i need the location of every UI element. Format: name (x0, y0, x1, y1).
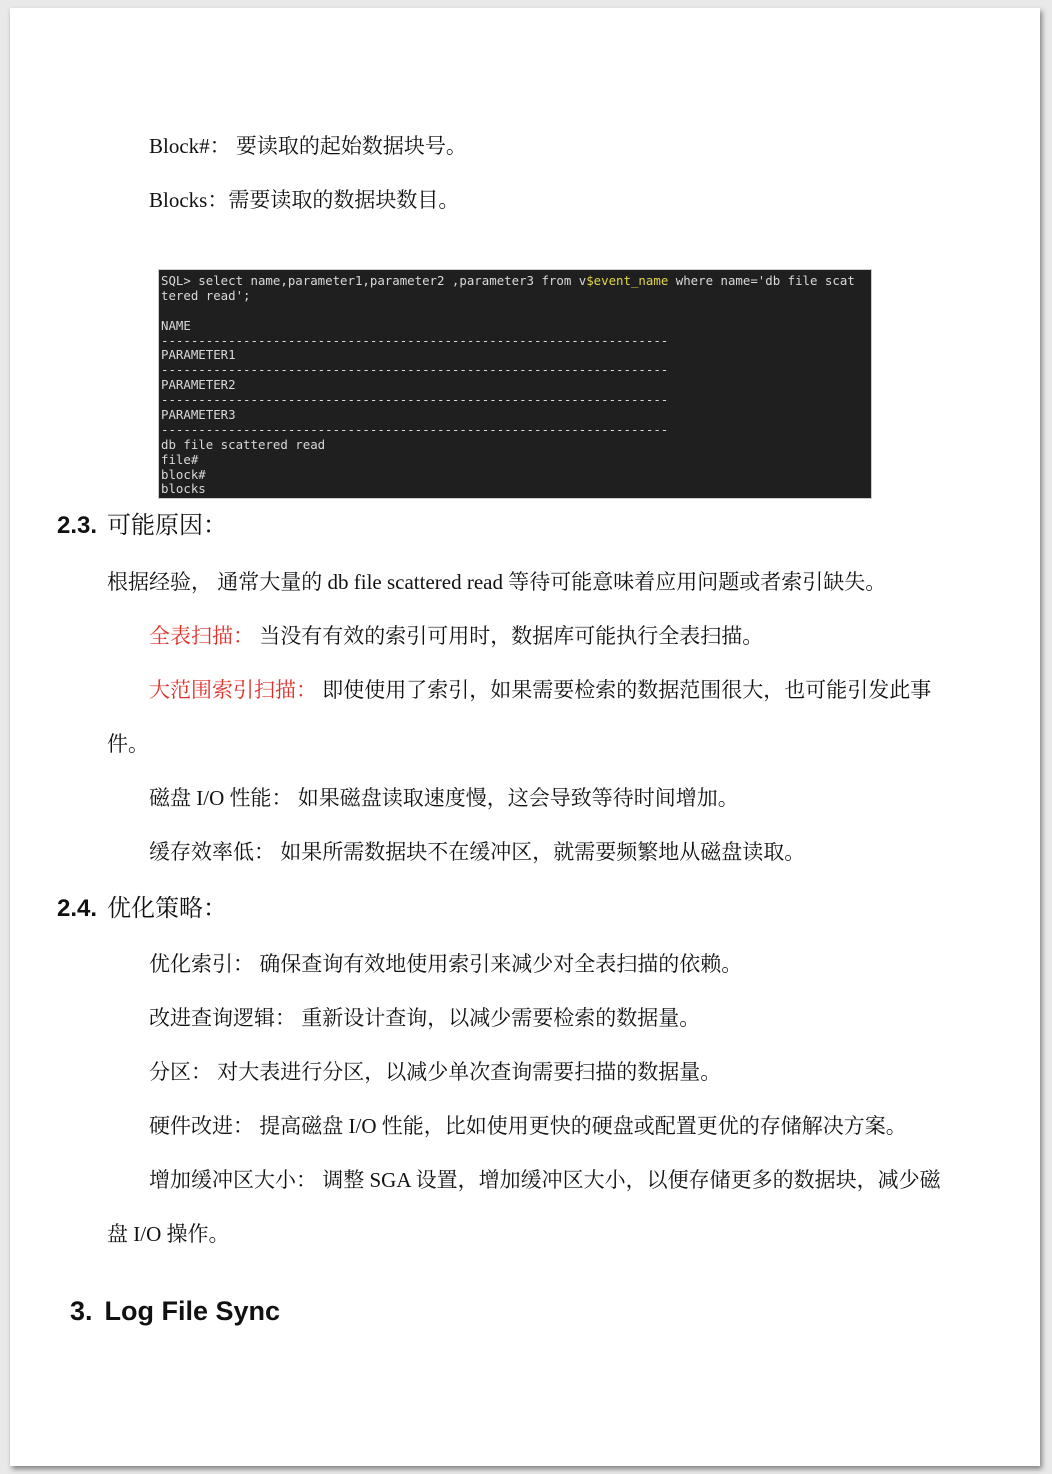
terminal-line: block# (161, 466, 206, 482)
cause-item (149, 622, 763, 650)
terminal-line: blocks (161, 481, 206, 497)
block-param-label: Block#： (149, 134, 231, 158)
strategy-label: 改进查询逻辑： (149, 1006, 296, 1030)
terminal-divider: -------------------------------------------------------------------- (161, 421, 669, 437)
terminal-line: file# (161, 451, 199, 467)
blocks-param-label: Blocks： (149, 188, 229, 212)
terminal-line: PARAMETER1 (161, 347, 236, 363)
strategy-text: 重新设计查询，以减少需要检索的数据量。 (296, 1006, 701, 1030)
section-title: 可能原因： (107, 512, 228, 539)
terminal-divider: -------------------------------------------------------------------- (161, 332, 669, 348)
strategy-label: 分区： (149, 1060, 212, 1084)
strategy-item (149, 1058, 721, 1086)
cause-text-continued: 件。 (107, 732, 149, 756)
cause-item (149, 784, 739, 812)
strategy-text: 调整 SGA 设置，增加缓冲区大小，以便存储更多的数据块，减少磁 (317, 1168, 941, 1192)
chapter-title: Log File Sync (104, 1296, 281, 1326)
strategy-item (149, 1004, 700, 1032)
terminal-divider: -------------------------------------------------------------------- (161, 362, 669, 378)
strategy-text: 提高磁盘 I/O 性能，比如使用更快的硬盘或配置更优的存储解决方案。 (254, 1114, 907, 1138)
cause-label: 大范围索引扫描： (149, 678, 317, 702)
section-number: 2.3. (57, 512, 98, 539)
terminal-line: SQL> select name,parameter1,parameter2 ,parameter3 from v$event_name where name='db file scat (161, 273, 855, 288)
terminal-line: db file scattered read (161, 436, 326, 452)
section-number: 2.4. (57, 895, 98, 922)
blocks-param-text: 需要读取的数据块数目。 (228, 188, 460, 212)
block-param-text: 要读取的起始数据块号。 (230, 134, 467, 158)
strategy-item (149, 1166, 941, 1194)
cause-text: 如果磁盘读取速度慢，这会导致等待时间增加。 (292, 786, 739, 810)
cause-item (149, 676, 931, 704)
cause-text: 即使使用了索引，如果需要检索的数据范围很大，也可能引发此事 (317, 678, 932, 702)
strategy-label: 增加缓冲区大小： (149, 1168, 317, 1192)
cause-label: 全表扫描： (149, 624, 254, 648)
block-param-line (149, 132, 467, 160)
chapter-heading-3 (70, 1294, 280, 1328)
strategy-text: 确保查询有效地使用索引来减少对全表扫描的依赖。 (254, 952, 743, 976)
terminal-line: tered read'; (161, 287, 251, 303)
terminal-line: PARAMETER3 (161, 407, 236, 423)
blocks-param-line (149, 186, 459, 214)
section-title: 优化策略： (107, 895, 228, 922)
terminal-line: PARAMETER2 (161, 377, 236, 393)
section-heading-2-4 (57, 894, 227, 924)
strategy-text: 对大表进行分区，以减少单次查询需要扫描的数据量。 (212, 1060, 722, 1084)
causes-intro: 根据经验， 通常大量的 db file scattered read 等待可能意味着应用问题或者索引缺失。 (107, 570, 887, 594)
strategy-label: 硬件改进： (149, 1114, 254, 1138)
strategy-text-continued: 盘 I/O 操作。 (107, 1222, 230, 1246)
cause-item (149, 838, 805, 866)
terminal-divider: -------------------------------------------------------------------- (161, 392, 669, 408)
cause-text: 如果所需数据块不在缓冲区，就需要频繁地从磁盘读取。 (275, 840, 806, 864)
sql-terminal-screenshot (158, 269, 872, 499)
terminal-line: NAME (161, 317, 191, 333)
strategy-item (149, 950, 742, 978)
strategy-item (149, 1112, 907, 1140)
cause-label: 磁盘 I/O 性能： (149, 786, 293, 810)
cause-text: 当没有有效的索引可用时，数据库可能执行全表扫描。 (254, 624, 764, 648)
strategy-label: 优化索引： (149, 952, 254, 976)
cause-label: 缓存效率低： (149, 840, 275, 864)
section-heading-2-3 (57, 511, 227, 541)
document-page (10, 8, 1040, 1466)
chapter-number: 3. (70, 1296, 93, 1326)
